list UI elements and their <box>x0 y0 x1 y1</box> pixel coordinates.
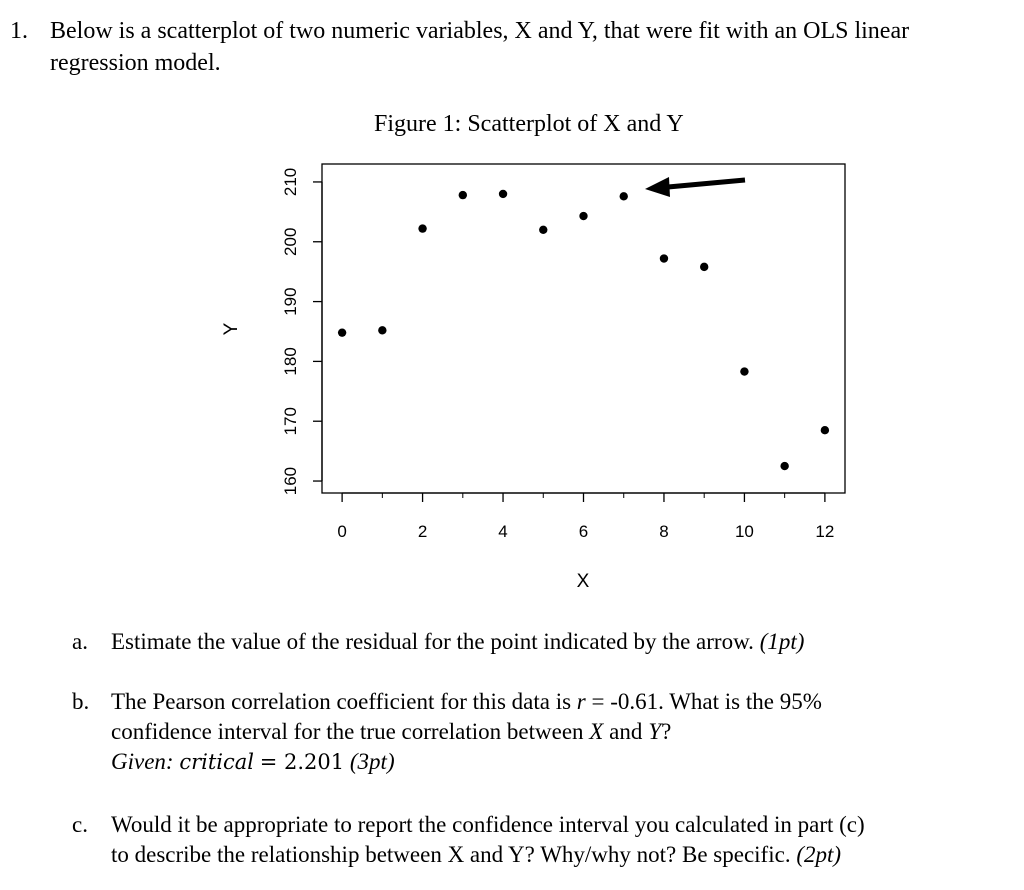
given-label: Given: <box>111 749 174 774</box>
x-tick-label: 12 <box>815 522 835 541</box>
part-a-points: (1pt) <box>759 629 805 654</box>
arrow-annotation <box>645 177 745 197</box>
y-tick-label: 180 <box>281 347 300 376</box>
data-point <box>418 224 426 232</box>
part-a-letter: a. <box>72 629 88 654</box>
part-b-given <box>111 749 395 775</box>
x-tick-label: 6 <box>578 522 589 541</box>
part-c-letter: c. <box>72 812 88 837</box>
data-point <box>780 462 788 470</box>
y-axis <box>281 168 322 495</box>
data-point <box>499 190 507 198</box>
part-c-points: (2pt) <box>796 842 842 867</box>
x-tick-label: 4 <box>498 522 508 541</box>
question-text-line1: Below is a scatterplot of two numeric variables, X and Y, that were fit with an OLS linear <box>50 18 910 44</box>
y-tick-label: 200 <box>281 227 300 256</box>
data-point <box>821 426 829 434</box>
given-value: = 2.201 <box>259 750 345 774</box>
data-point <box>740 367 748 375</box>
part-b-line2-mid: and <box>609 719 643 744</box>
arrow-shaft <box>668 180 745 187</box>
part-c-line2 <box>111 842 841 868</box>
x-tick-label: 0 <box>337 522 347 541</box>
part-b-line2-end: ? <box>661 719 672 744</box>
y-tick-label: 160 <box>281 466 300 496</box>
part-b-line1-end: = -0.61. What is the 95% <box>591 689 822 714</box>
figure-title: Figure 1: Scatterplot of X and Y <box>374 111 684 137</box>
question-text-line2: regression model. <box>50 50 221 76</box>
x-axis-label: X <box>576 571 590 592</box>
data-point <box>660 254 668 262</box>
y-tick-label: 190 <box>281 287 300 316</box>
y-tick-label: 170 <box>281 407 300 436</box>
data-point <box>579 212 587 220</box>
question-number: 1. <box>10 18 28 44</box>
x-tick-label: 8 <box>659 522 669 541</box>
data-point <box>378 326 386 334</box>
data-point <box>700 263 708 271</box>
data-point <box>338 328 346 336</box>
part-b-points: (3pt) <box>349 749 395 774</box>
part-b-line2-start: confidence interval for the true correlation between <box>111 719 584 744</box>
part-b-letter: b. <box>72 689 90 714</box>
arrow-head <box>645 177 670 197</box>
part-c-line1: Would it be appropriate to report the confidence interval you calculated in part (c) <box>111 812 865 837</box>
x-axis <box>337 493 834 541</box>
part-b-line1 <box>111 689 822 715</box>
given-expression: critical <box>179 750 254 774</box>
data-point <box>620 192 628 200</box>
r-variable: r <box>576 689 586 714</box>
x-tick-label: 10 <box>734 522 754 541</box>
part-b-line1-start: The Pearson correlation coefficient for this data is <box>111 689 572 714</box>
data-point <box>539 226 547 234</box>
data-points <box>338 190 829 471</box>
part-a-text <box>111 629 804 655</box>
y-variable: Y <box>648 719 662 744</box>
data-point <box>459 191 467 199</box>
x-variable: X <box>589 719 604 744</box>
part-a-question: Estimate the value of the residual for the point indicated by the arrow. <box>111 629 754 654</box>
part-b-line2 <box>111 719 671 745</box>
y-axis-label: Y <box>221 322 242 336</box>
part-c-line2-text: to describe the relationship between X and Y? Why/why not? Be specific. <box>111 842 791 867</box>
y-tick-label: 210 <box>281 167 300 197</box>
x-tick-label: 2 <box>417 522 428 541</box>
